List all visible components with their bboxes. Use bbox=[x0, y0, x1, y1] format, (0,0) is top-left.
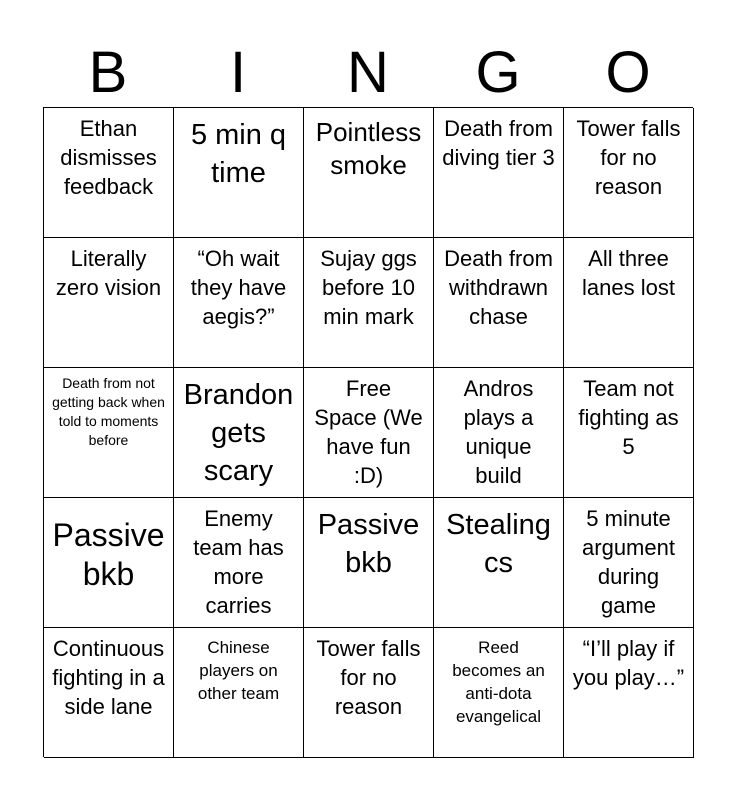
bingo-cell[interactable] bbox=[564, 238, 694, 368]
cell-text: Free Space (We have fun :D) bbox=[314, 376, 423, 488]
cell-text: Passive bkb bbox=[52, 517, 165, 592]
cell-text: Chinese players on other team bbox=[197, 638, 280, 703]
cell-text: All three lanes lost bbox=[582, 246, 675, 300]
cell-text: Enemy team has more carries bbox=[193, 506, 284, 618]
cell-text: Tower falls for no reason bbox=[576, 116, 681, 199]
bingo-grid bbox=[43, 107, 693, 757]
cell-text: Brandon gets scary bbox=[183, 379, 294, 487]
cell-text: Tower falls for no reason bbox=[316, 636, 421, 719]
bingo-cell[interactable] bbox=[304, 498, 434, 628]
bingo-cell[interactable] bbox=[304, 108, 434, 238]
bingo-cell[interactable] bbox=[434, 108, 564, 238]
cell-text: Reed becomes an anti-dota evangelical bbox=[452, 638, 545, 726]
bingo-header bbox=[43, 38, 693, 108]
cell-text: Passive bkb bbox=[317, 509, 420, 579]
bingo-cell[interactable] bbox=[44, 498, 174, 628]
cell-text: Ethan dismisses feedback bbox=[60, 116, 157, 199]
bingo-cell[interactable] bbox=[434, 238, 564, 368]
bingo-cell[interactable] bbox=[44, 628, 174, 758]
bingo-cell[interactable] bbox=[564, 368, 694, 498]
bingo-cell[interactable] bbox=[44, 238, 174, 368]
header-letter-n: N bbox=[347, 40, 389, 105]
cell-text: “I’ll play if you play…” bbox=[572, 636, 685, 690]
bingo-cell[interactable] bbox=[564, 108, 694, 238]
header-letter-b: B bbox=[88, 40, 128, 105]
bingo-cell[interactable] bbox=[434, 498, 564, 628]
cell-text: Team not fighting as 5 bbox=[578, 376, 679, 459]
cell-text: Death from diving tier 3 bbox=[442, 116, 555, 170]
bingo-cell[interactable] bbox=[434, 628, 564, 758]
bingo-cell[interactable] bbox=[434, 368, 564, 498]
cell-text: Pointless smoke bbox=[315, 117, 422, 180]
cell-text: “Oh wait they have aegis?” bbox=[190, 246, 287, 329]
cell-text: 5 minute argument during game bbox=[582, 506, 675, 618]
bingo-cell[interactable] bbox=[44, 108, 174, 238]
bingo-cell[interactable] bbox=[564, 628, 694, 758]
bingo-cell[interactable] bbox=[174, 498, 304, 628]
bingo-cell[interactable] bbox=[174, 368, 304, 498]
header-letter-g: G bbox=[475, 40, 521, 105]
cell-text: 5 min q time bbox=[190, 119, 287, 189]
bingo-cell[interactable] bbox=[304, 238, 434, 368]
header-letter-o: O bbox=[605, 40, 651, 105]
bingo-cell[interactable] bbox=[304, 628, 434, 758]
cell-text: Literally zero vision bbox=[55, 246, 162, 300]
bingo-cell[interactable] bbox=[174, 628, 304, 758]
bingo-cell[interactable] bbox=[564, 498, 694, 628]
free-space-cell[interactable] bbox=[304, 368, 434, 498]
bingo-cell[interactable] bbox=[174, 238, 304, 368]
cell-text: Sujay ggs before 10 min mark bbox=[320, 246, 417, 329]
cell-text: Andros plays a unique build bbox=[463, 376, 534, 488]
cell-text: Death from withdrawn chase bbox=[444, 246, 553, 329]
cell-text: Continuous fighting in a side lane bbox=[52, 636, 165, 719]
bingo-cell[interactable] bbox=[174, 108, 304, 238]
cell-text: Stealing cs bbox=[446, 509, 551, 579]
cell-text: Death from not getting back when told to moments before bbox=[52, 375, 165, 448]
bingo-cell[interactable] bbox=[44, 368, 174, 498]
header-letter-i: I bbox=[229, 40, 247, 105]
